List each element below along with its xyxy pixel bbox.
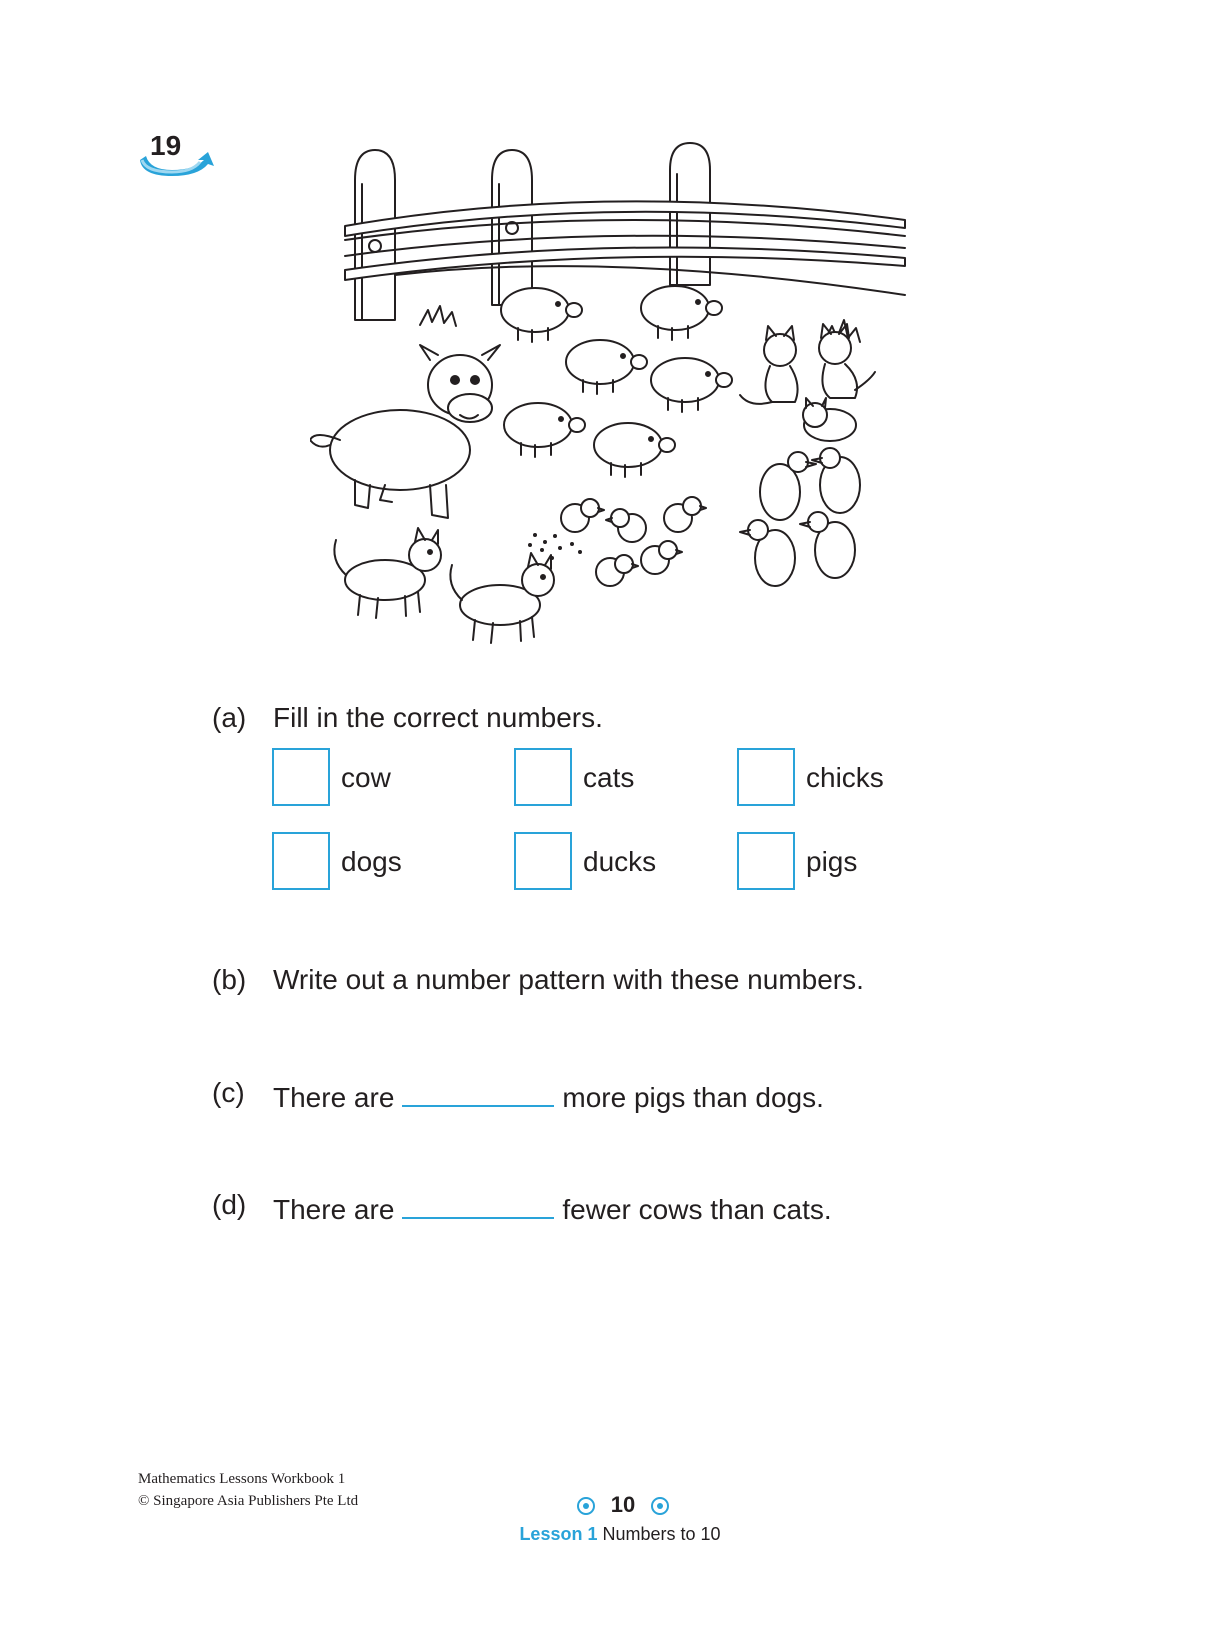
cats [740, 324, 875, 441]
label-chicks: chicks [806, 762, 884, 793]
answer-box-dogs[interactable] [272, 832, 330, 890]
page-number-group [563, 1492, 683, 1518]
footer-credits [138, 1468, 358, 1512]
label-cats: cats [583, 762, 635, 793]
question-a-text: Fill in the correct numbers. [273, 702, 603, 733]
dogs [334, 528, 554, 643]
answer-box-chicks[interactable] [737, 748, 795, 806]
question-d-number: (d) [212, 1189, 247, 1220]
farm-illustration [310, 140, 920, 670]
question-c-suffix: more pigs than dogs. [562, 1082, 824, 1113]
answer-box-cats[interactable] [514, 748, 572, 806]
exercise-number: 19 [150, 130, 182, 161]
label-dogs: dogs [341, 846, 402, 877]
answer-box-pigs[interactable] [737, 832, 795, 890]
lesson-footer [500, 1524, 740, 1545]
question-c-number: (c) [212, 1077, 245, 1108]
answer-blank-d[interactable] [402, 1189, 554, 1219]
exercise-badge [136, 130, 216, 182]
question-d-sentence [273, 1189, 832, 1226]
pigs [501, 286, 732, 477]
question-b-number: (b) [212, 964, 247, 995]
question-a-number: (a) [212, 702, 247, 733]
fence [345, 143, 905, 320]
chicks [528, 497, 706, 586]
answer-box-cow[interactable] [272, 748, 330, 806]
answer-blank-c[interactable] [402, 1077, 554, 1107]
page-number: 10 [610, 1492, 636, 1517]
copyright: © Singapore Asia Publishers Pte Ltd [138, 1493, 359, 1509]
question-d-prefix: There are [273, 1194, 395, 1225]
cow [310, 345, 500, 518]
label-cow: cow [341, 762, 391, 793]
page-ring-right-icon [651, 1497, 669, 1515]
lesson-title: Numbers to 10 [602, 1524, 721, 1544]
page-ring-left-icon [577, 1497, 595, 1515]
question-c-prefix: There are [273, 1082, 395, 1113]
label-pigs: pigs [806, 846, 858, 877]
answer-box-ducks[interactable] [514, 832, 572, 890]
question-c-sentence [273, 1077, 824, 1114]
grass-tuft [420, 306, 456, 326]
question-b-text: Write out a number pattern with these numbers. [273, 964, 864, 995]
book-title: Mathematics Lessons Workbook 1 [138, 1471, 346, 1487]
label-ducks: ducks [583, 846, 657, 877]
ducks [740, 448, 860, 586]
question-d-suffix: fewer cows than cats. [562, 1194, 832, 1225]
chicken-feed [528, 533, 582, 560]
lesson-label: Lesson 1 [519, 1524, 598, 1544]
